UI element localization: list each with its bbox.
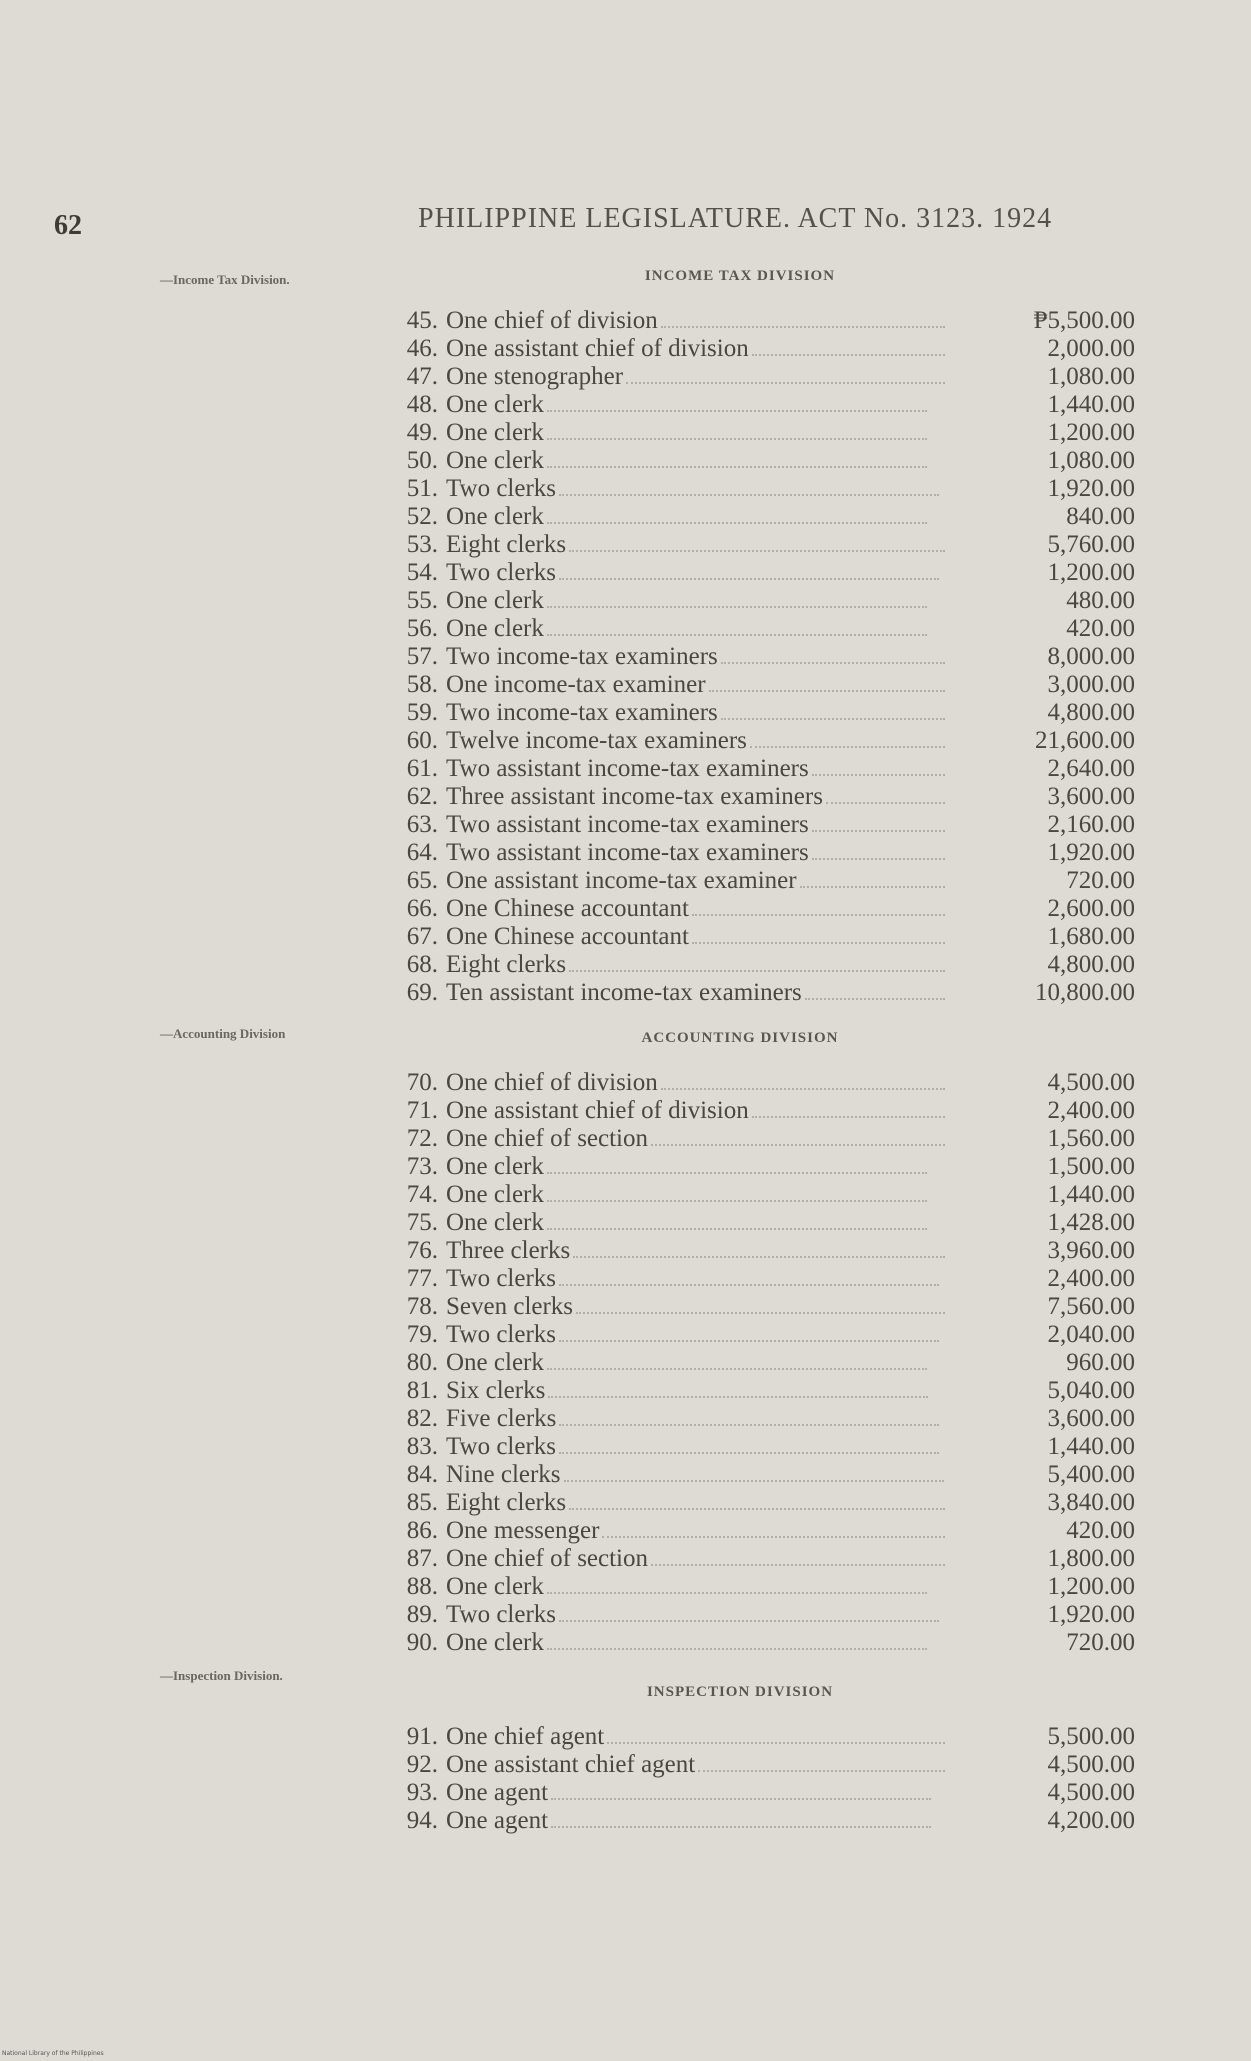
dot-leader bbox=[812, 810, 945, 832]
line-item bbox=[390, 1096, 1135, 1124]
line-item-amount: 3,600.00 bbox=[1047, 783, 1135, 810]
line-item-amount: 3,840.00 bbox=[1047, 1489, 1135, 1516]
line-item-description: One clerk bbox=[446, 1181, 544, 1208]
dot-leader bbox=[547, 418, 927, 440]
line-item bbox=[390, 978, 1135, 1006]
dot-leader bbox=[547, 502, 927, 524]
dot-leader bbox=[709, 670, 945, 692]
line-item-amount: 3,000.00 bbox=[1047, 671, 1135, 698]
line-item-number: 68. bbox=[406, 951, 438, 978]
line-item-amount: 1,428.00 bbox=[1047, 1209, 1135, 1236]
line-item-description: Eight clerks bbox=[446, 1489, 567, 1516]
line-item-amount: 4,800.00 bbox=[1047, 699, 1135, 726]
line-item-number: 71. bbox=[406, 1097, 438, 1124]
line-item-number: 47. bbox=[406, 363, 438, 390]
line-item bbox=[390, 1348, 1135, 1376]
line-item bbox=[390, 1722, 1135, 1750]
dot-leader bbox=[559, 1600, 939, 1622]
line-item-description: One clerk bbox=[446, 1573, 544, 1600]
line-item-description: Ten assistant income-tax examiners bbox=[446, 979, 802, 1006]
line-item-description: One clerk bbox=[446, 419, 544, 446]
line-item-amount: 480.00 bbox=[1066, 587, 1135, 614]
line-item-number: 54. bbox=[406, 559, 438, 586]
line-item-number: 91. bbox=[406, 1723, 438, 1750]
line-item bbox=[390, 586, 1135, 614]
line-item-amount: 960.00 bbox=[1066, 1349, 1135, 1376]
line-item-description: One clerk bbox=[446, 615, 544, 642]
line-item-description: Three clerks bbox=[446, 1237, 571, 1264]
line-item-amount: 21,600.00 bbox=[1035, 727, 1135, 754]
dot-leader bbox=[698, 1750, 945, 1772]
line-item-amount: 4,500.00 bbox=[1047, 1069, 1135, 1096]
line-item-number: 52. bbox=[406, 503, 438, 530]
line-item-amount: 720.00 bbox=[1066, 867, 1135, 894]
line-item bbox=[390, 1516, 1135, 1544]
dot-leader bbox=[661, 306, 945, 328]
line-item-number: 72. bbox=[406, 1125, 438, 1152]
line-item bbox=[390, 866, 1135, 894]
dot-leader bbox=[559, 1264, 939, 1286]
line-item-amount: 2,640.00 bbox=[1047, 755, 1135, 782]
dot-leader bbox=[661, 1068, 945, 1090]
dot-leader bbox=[800, 866, 945, 888]
line-item-number: 65. bbox=[406, 867, 438, 894]
line-item-amount: 1,440.00 bbox=[1047, 1181, 1135, 1208]
section-heading-income-tax: INCOME TAX DIVISION bbox=[644, 268, 836, 284]
line-item-description: Two assistant income-tax examiners bbox=[446, 755, 809, 782]
line-item-number: 87. bbox=[406, 1545, 438, 1572]
line-item-amount: 1,200.00 bbox=[1047, 419, 1135, 446]
dot-leader bbox=[547, 1348, 927, 1370]
line-item-description: Two assistant income-tax examiners bbox=[446, 839, 809, 866]
line-item-amount: 4,500.00 bbox=[1047, 1751, 1135, 1778]
dot-leader bbox=[547, 586, 927, 608]
line-item-description: Two clerks bbox=[446, 1265, 557, 1292]
dot-leader bbox=[569, 1488, 945, 1510]
line-item-amount: 1,920.00 bbox=[1047, 839, 1135, 866]
dot-leader bbox=[547, 1208, 927, 1230]
line-item-description: One chief of section bbox=[446, 1125, 649, 1152]
line-item-description: Two clerks bbox=[446, 559, 557, 586]
line-item bbox=[390, 1572, 1135, 1600]
line-item bbox=[390, 306, 1135, 334]
line-item-number: 81. bbox=[406, 1377, 438, 1404]
line-item-amount: 1,080.00 bbox=[1047, 447, 1135, 474]
dot-leader bbox=[602, 1516, 945, 1538]
line-item-description: Nine clerks bbox=[446, 1461, 561, 1488]
line-item-description: One clerk bbox=[446, 587, 544, 614]
line-item bbox=[390, 1320, 1135, 1348]
line-item-description: One agent bbox=[446, 1779, 549, 1806]
line-item-number: 78. bbox=[406, 1293, 438, 1320]
income-tax-entries bbox=[390, 306, 1135, 1006]
line-item bbox=[390, 726, 1135, 754]
line-item-description: One chief of division bbox=[446, 307, 658, 334]
line-item-amount: 2,600.00 bbox=[1047, 895, 1135, 922]
dot-leader bbox=[569, 530, 945, 552]
section-heading-inspection: INSPECTION DIVISION bbox=[646, 1684, 834, 1700]
accounting-entries bbox=[390, 1068, 1135, 1656]
line-item bbox=[390, 1376, 1135, 1404]
line-item-number: 75. bbox=[406, 1209, 438, 1236]
line-item bbox=[390, 1628, 1135, 1656]
line-item bbox=[390, 1460, 1135, 1488]
line-item bbox=[390, 1124, 1135, 1152]
line-item-description: One clerk bbox=[446, 1209, 544, 1236]
line-item bbox=[390, 474, 1135, 502]
dot-leader bbox=[651, 1544, 945, 1566]
dot-leader bbox=[826, 782, 945, 804]
line-item-amount: 4,200.00 bbox=[1047, 1807, 1135, 1834]
line-item bbox=[390, 1778, 1135, 1806]
line-item-number: 82. bbox=[406, 1405, 438, 1432]
dot-leader bbox=[752, 334, 945, 356]
line-item-amount: 1,200.00 bbox=[1047, 1573, 1135, 1600]
running-head: PHILIPPINE LEGISLATURE. ACT No. 3123. 1924 bbox=[418, 203, 1053, 234]
line-item-number: 58. bbox=[406, 671, 438, 698]
line-item-amount: 3,960.00 bbox=[1047, 1237, 1135, 1264]
line-item-number: 88. bbox=[406, 1573, 438, 1600]
line-item-number: 69. bbox=[406, 979, 438, 1006]
dot-leader bbox=[547, 390, 927, 412]
dot-leader bbox=[569, 950, 945, 972]
dot-leader bbox=[559, 558, 939, 580]
line-item bbox=[390, 838, 1135, 866]
line-item-amount: 1,500.00 bbox=[1047, 1153, 1135, 1180]
line-item-amount: 1,440.00 bbox=[1047, 1433, 1135, 1460]
line-item-description: One chief agent bbox=[446, 1723, 605, 1750]
line-item-number: 76. bbox=[406, 1237, 438, 1264]
line-item-amount: 8,000.00 bbox=[1047, 643, 1135, 670]
line-item bbox=[390, 1264, 1135, 1292]
line-item-description: One chief of section bbox=[446, 1545, 649, 1572]
line-item-number: 83. bbox=[406, 1433, 438, 1460]
dot-leader bbox=[551, 1778, 931, 1800]
line-item-number: 60. bbox=[406, 727, 438, 754]
line-item-description: One income-tax examiner bbox=[446, 671, 706, 698]
dot-leader bbox=[547, 614, 927, 636]
line-item bbox=[390, 1750, 1135, 1778]
line-item-amount: 1,680.00 bbox=[1047, 923, 1135, 950]
line-item-amount: 7,560.00 bbox=[1047, 1293, 1135, 1320]
dot-leader bbox=[547, 1152, 927, 1174]
line-item-description: Eight clerks bbox=[446, 951, 567, 978]
line-item bbox=[390, 1488, 1135, 1516]
line-item-description: Twelve income-tax examiners bbox=[446, 727, 747, 754]
line-item-description: One messenger bbox=[446, 1517, 600, 1544]
line-item bbox=[390, 362, 1135, 390]
line-item-description: One clerk bbox=[446, 391, 544, 418]
line-item-amount: ₱5,500.00 bbox=[1033, 307, 1135, 334]
line-item-description: Two clerks bbox=[446, 1321, 557, 1348]
line-item-description: Two income-tax examiners bbox=[446, 699, 718, 726]
dot-leader bbox=[573, 1236, 945, 1258]
line-item-amount: 840.00 bbox=[1066, 503, 1135, 530]
line-item-number: 77. bbox=[406, 1265, 438, 1292]
line-item-number: 86. bbox=[406, 1517, 438, 1544]
line-item-number: 46. bbox=[406, 335, 438, 362]
line-item-amount: 1,800.00 bbox=[1047, 1545, 1135, 1572]
line-item-description: Two income-tax examiners bbox=[446, 643, 718, 670]
line-item bbox=[390, 1180, 1135, 1208]
line-item-amount: 5,500.00 bbox=[1047, 1723, 1135, 1750]
line-item-amount: 420.00 bbox=[1066, 615, 1135, 642]
line-item-description: One assistant chief agent bbox=[446, 1751, 696, 1778]
line-item-number: 50. bbox=[406, 447, 438, 474]
line-item-description: One assistant chief of division bbox=[446, 1097, 749, 1124]
line-item bbox=[390, 1432, 1135, 1460]
dot-leader bbox=[547, 1180, 927, 1202]
line-item-number: 53. bbox=[406, 531, 438, 558]
line-item-number: 61. bbox=[406, 755, 438, 782]
line-item-number: 55. bbox=[406, 587, 438, 614]
line-item-amount: 4,800.00 bbox=[1047, 951, 1135, 978]
dot-leader bbox=[547, 446, 927, 468]
inspection-entries bbox=[390, 1722, 1135, 1834]
line-item-amount: 2,040.00 bbox=[1047, 1321, 1135, 1348]
line-item-description: Two assistant income-tax examiners bbox=[446, 811, 809, 838]
dot-leader bbox=[721, 642, 945, 664]
line-item-number: 84. bbox=[406, 1461, 438, 1488]
line-item-amount: 420.00 bbox=[1066, 1517, 1135, 1544]
line-item-number: 51. bbox=[406, 475, 438, 502]
line-item bbox=[390, 558, 1135, 586]
line-item bbox=[390, 1404, 1135, 1432]
line-item-description: One clerk bbox=[446, 1629, 544, 1656]
margin-note-inspection: —Inspection Division. bbox=[160, 1668, 283, 1683]
section-heading-accounting: ACCOUNTING DIVISION bbox=[641, 1030, 839, 1046]
dot-leader bbox=[651, 1124, 945, 1146]
line-item-amount: 1,080.00 bbox=[1047, 363, 1135, 390]
line-item bbox=[390, 1068, 1135, 1096]
line-item-amount: 720.00 bbox=[1066, 1629, 1135, 1656]
line-item-number: 67. bbox=[406, 923, 438, 950]
line-item bbox=[390, 1208, 1135, 1236]
line-item-number: 48. bbox=[406, 391, 438, 418]
line-item-number: 70. bbox=[406, 1069, 438, 1096]
dot-leader bbox=[752, 1096, 945, 1118]
line-item-amount: 10,800.00 bbox=[1035, 979, 1135, 1006]
line-item-description: Two clerks bbox=[446, 1601, 557, 1628]
margin-note-accounting: —Accounting Division bbox=[160, 1026, 286, 1041]
line-item bbox=[390, 698, 1135, 726]
line-item bbox=[390, 642, 1135, 670]
dot-leader bbox=[547, 1572, 927, 1594]
line-item bbox=[390, 754, 1135, 782]
line-item-description: One chief of division bbox=[446, 1069, 658, 1096]
line-item bbox=[390, 1236, 1135, 1264]
dot-leader bbox=[607, 1722, 945, 1744]
line-item-number: 80. bbox=[406, 1349, 438, 1376]
dot-leader bbox=[559, 1432, 939, 1454]
line-item-amount: 1,920.00 bbox=[1047, 1601, 1135, 1628]
dot-leader bbox=[805, 978, 945, 1000]
line-item-description: One stenographer bbox=[446, 363, 624, 390]
line-item-description: One Chinese accountant bbox=[446, 923, 689, 950]
line-item-description: One assistant chief of division bbox=[446, 335, 749, 362]
line-item-number: 94. bbox=[406, 1807, 438, 1834]
dot-leader bbox=[564, 1460, 944, 1482]
line-item-description: One clerk bbox=[446, 503, 544, 530]
line-item-description: Two clerks bbox=[446, 475, 557, 502]
line-item bbox=[390, 418, 1135, 446]
line-item-number: 79. bbox=[406, 1321, 438, 1348]
line-item-number: 73. bbox=[406, 1153, 438, 1180]
line-item bbox=[390, 390, 1135, 418]
line-item-amount: 2,000.00 bbox=[1047, 335, 1135, 362]
footer-credit: National Library of the Philippines bbox=[2, 2050, 104, 2057]
line-item-amount: 1,440.00 bbox=[1047, 391, 1135, 418]
line-item-description: Two clerks bbox=[446, 1433, 557, 1460]
dot-leader bbox=[692, 922, 945, 944]
line-item bbox=[390, 502, 1135, 530]
dot-leader bbox=[576, 1292, 945, 1314]
line-item-amount: 4,500.00 bbox=[1047, 1779, 1135, 1806]
dot-leader bbox=[721, 698, 945, 720]
line-item-number: 56. bbox=[406, 615, 438, 642]
line-item bbox=[390, 1806, 1135, 1834]
line-item-number: 45. bbox=[406, 307, 438, 334]
line-item-number: 64. bbox=[406, 839, 438, 866]
margin-note-income-tax: —Income Tax Division. bbox=[160, 272, 290, 287]
line-item bbox=[390, 894, 1135, 922]
line-item-description: Six clerks bbox=[446, 1377, 546, 1404]
line-item bbox=[390, 446, 1135, 474]
line-item-number: 63. bbox=[406, 811, 438, 838]
line-item-amount: 1,200.00 bbox=[1047, 559, 1135, 586]
line-item-amount: 5,400.00 bbox=[1047, 1461, 1135, 1488]
dot-leader bbox=[692, 894, 945, 916]
dot-leader bbox=[559, 474, 939, 496]
line-item bbox=[390, 614, 1135, 642]
line-item-amount: 1,560.00 bbox=[1047, 1125, 1135, 1152]
line-item bbox=[390, 670, 1135, 698]
line-item bbox=[390, 782, 1135, 810]
line-item bbox=[390, 950, 1135, 978]
line-item-description: One agent bbox=[446, 1807, 549, 1834]
line-item bbox=[390, 1600, 1135, 1628]
line-item-amount: 5,040.00 bbox=[1047, 1377, 1135, 1404]
line-item-description: One clerk bbox=[446, 1349, 544, 1376]
line-item bbox=[390, 1292, 1135, 1320]
line-item-number: 74. bbox=[406, 1181, 438, 1208]
line-item-number: 57. bbox=[406, 643, 438, 670]
dot-leader bbox=[548, 1376, 928, 1398]
line-item bbox=[390, 334, 1135, 362]
line-item-number: 49. bbox=[406, 419, 438, 446]
line-item-description: Five clerks bbox=[446, 1405, 557, 1432]
line-item bbox=[390, 810, 1135, 838]
line-item-number: 66. bbox=[406, 895, 438, 922]
line-item-number: 89. bbox=[406, 1601, 438, 1628]
line-item-amount: 1,920.00 bbox=[1047, 475, 1135, 502]
line-item-number: 90. bbox=[406, 1629, 438, 1656]
line-item bbox=[390, 1544, 1135, 1572]
line-item-number: 85. bbox=[406, 1489, 438, 1516]
line-item-description: Seven clerks bbox=[446, 1293, 574, 1320]
dot-leader bbox=[547, 1628, 927, 1650]
line-item-description: One clerk bbox=[446, 1153, 544, 1180]
dot-leader bbox=[812, 754, 945, 776]
line-item-amount: 2,400.00 bbox=[1047, 1097, 1135, 1124]
line-item-amount: 3,600.00 bbox=[1047, 1405, 1135, 1432]
line-item bbox=[390, 922, 1135, 950]
line-item-description: Three assistant income-tax examiners bbox=[446, 783, 823, 810]
dot-leader bbox=[750, 726, 945, 748]
line-item-number: 62. bbox=[406, 783, 438, 810]
page-number: 62 bbox=[54, 210, 82, 241]
dot-leader bbox=[626, 362, 945, 384]
line-item-description: One clerk bbox=[446, 447, 544, 474]
line-item-amount: 2,400.00 bbox=[1047, 1265, 1135, 1292]
line-item-description: One Chinese accountant bbox=[446, 895, 689, 922]
dot-leader bbox=[551, 1806, 931, 1828]
dot-leader bbox=[559, 1404, 939, 1426]
line-item-number: 92. bbox=[406, 1751, 438, 1778]
dot-leader bbox=[559, 1320, 939, 1342]
line-item-description: One assistant income-tax examiner bbox=[446, 867, 797, 894]
line-item-number: 59. bbox=[406, 699, 438, 726]
line-item-amount: 5,760.00 bbox=[1047, 531, 1135, 558]
line-item-amount: 2,160.00 bbox=[1047, 811, 1135, 838]
line-item bbox=[390, 1152, 1135, 1180]
dot-leader bbox=[812, 838, 945, 860]
line-item-description: Eight clerks bbox=[446, 531, 567, 558]
line-item bbox=[390, 530, 1135, 558]
line-item-number: 93. bbox=[406, 1779, 438, 1806]
